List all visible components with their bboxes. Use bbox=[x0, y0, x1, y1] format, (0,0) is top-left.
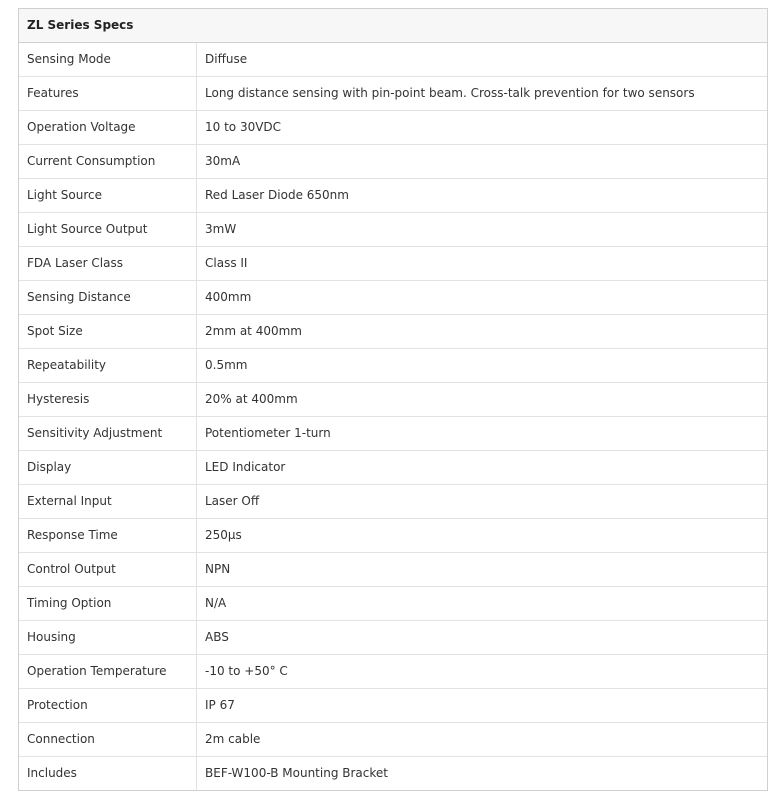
spec-row bbox=[19, 688, 767, 722]
spec-row bbox=[19, 416, 767, 450]
spec-row bbox=[19, 586, 767, 620]
spec-label: Operation Temperature bbox=[19, 655, 197, 688]
spec-value: 2mm at 400mm bbox=[205, 324, 302, 338]
spec-label: Light Source bbox=[19, 179, 197, 212]
spec-label: Operation Voltage bbox=[19, 111, 197, 144]
spec-label: Hysteresis bbox=[19, 383, 197, 416]
spec-row bbox=[19, 314, 767, 348]
spec-row bbox=[19, 144, 767, 178]
spec-label: Sensitivity Adjustment bbox=[19, 417, 197, 450]
spec-row bbox=[19, 654, 767, 688]
spec-value: 2m cable bbox=[205, 732, 261, 746]
spec-label: Protection bbox=[19, 689, 197, 722]
specs-body bbox=[19, 43, 767, 790]
spec-row bbox=[19, 246, 767, 280]
spec-row bbox=[19, 280, 767, 314]
spec-value: NPN bbox=[205, 562, 231, 576]
spec-value: BEF-W100-B Mounting Bracket bbox=[205, 766, 388, 780]
spec-value: 0.5mm bbox=[205, 358, 248, 372]
spec-row bbox=[19, 552, 767, 586]
spec-row bbox=[19, 43, 767, 76]
spec-row bbox=[19, 178, 767, 212]
spec-value: 400mm bbox=[205, 290, 252, 304]
spec-row bbox=[19, 76, 767, 110]
spec-value: Diffuse bbox=[205, 52, 248, 66]
spec-row bbox=[19, 518, 767, 552]
spec-label: Current Consumption bbox=[19, 145, 197, 178]
spec-value: Laser Off bbox=[205, 494, 260, 508]
spec-label: Repeatability bbox=[19, 349, 197, 382]
spec-label: External Input bbox=[19, 485, 197, 518]
spec-label: FDA Laser Class bbox=[19, 247, 197, 280]
spec-row bbox=[19, 722, 767, 756]
spec-row bbox=[19, 756, 767, 790]
spec-value: 20% at 400mm bbox=[205, 392, 298, 406]
spec-label: Includes bbox=[19, 757, 197, 790]
spec-label: Sensing Mode bbox=[19, 43, 197, 76]
spec-label: Timing Option bbox=[19, 587, 197, 620]
spec-label: Connection bbox=[19, 723, 197, 756]
spec-label: Features bbox=[19, 77, 197, 110]
spec-value: Long distance sensing with pin-point beam. Cross-talk prevention for two sensors bbox=[205, 86, 695, 100]
spec-label: Spot Size bbox=[19, 315, 197, 348]
spec-value: Potentiometer 1-turn bbox=[205, 426, 331, 440]
spec-value: 30mA bbox=[205, 154, 241, 168]
spec-label: Housing bbox=[19, 621, 197, 654]
spec-value: IP 67 bbox=[205, 698, 235, 712]
spec-label: Display bbox=[19, 451, 197, 484]
spec-row bbox=[19, 620, 767, 654]
spec-value: ABS bbox=[205, 630, 229, 644]
spec-value: 10 to 30VDC bbox=[205, 120, 282, 134]
spec-row bbox=[19, 382, 767, 416]
spec-label: Sensing Distance bbox=[19, 281, 197, 314]
spec-label: Response Time bbox=[19, 519, 197, 552]
spec-label: Light Source Output bbox=[19, 213, 197, 246]
spec-row bbox=[19, 348, 767, 382]
spec-row bbox=[19, 484, 767, 518]
spec-value: 250µs bbox=[205, 528, 242, 542]
spec-row bbox=[19, 450, 767, 484]
spec-value: N/A bbox=[205, 596, 227, 610]
specs-table bbox=[18, 8, 768, 791]
spec-row bbox=[19, 212, 767, 246]
spec-value: Class II bbox=[205, 256, 248, 270]
spec-label: Control Output bbox=[19, 553, 197, 586]
specs-title: ZL Series Specs bbox=[19, 9, 767, 43]
spec-value: 3mW bbox=[205, 222, 237, 236]
spec-row bbox=[19, 110, 767, 144]
spec-value: Red Laser Diode 650nm bbox=[205, 188, 349, 202]
spec-value: -10 to +50° C bbox=[205, 664, 288, 678]
spec-value: LED Indicator bbox=[205, 460, 286, 474]
